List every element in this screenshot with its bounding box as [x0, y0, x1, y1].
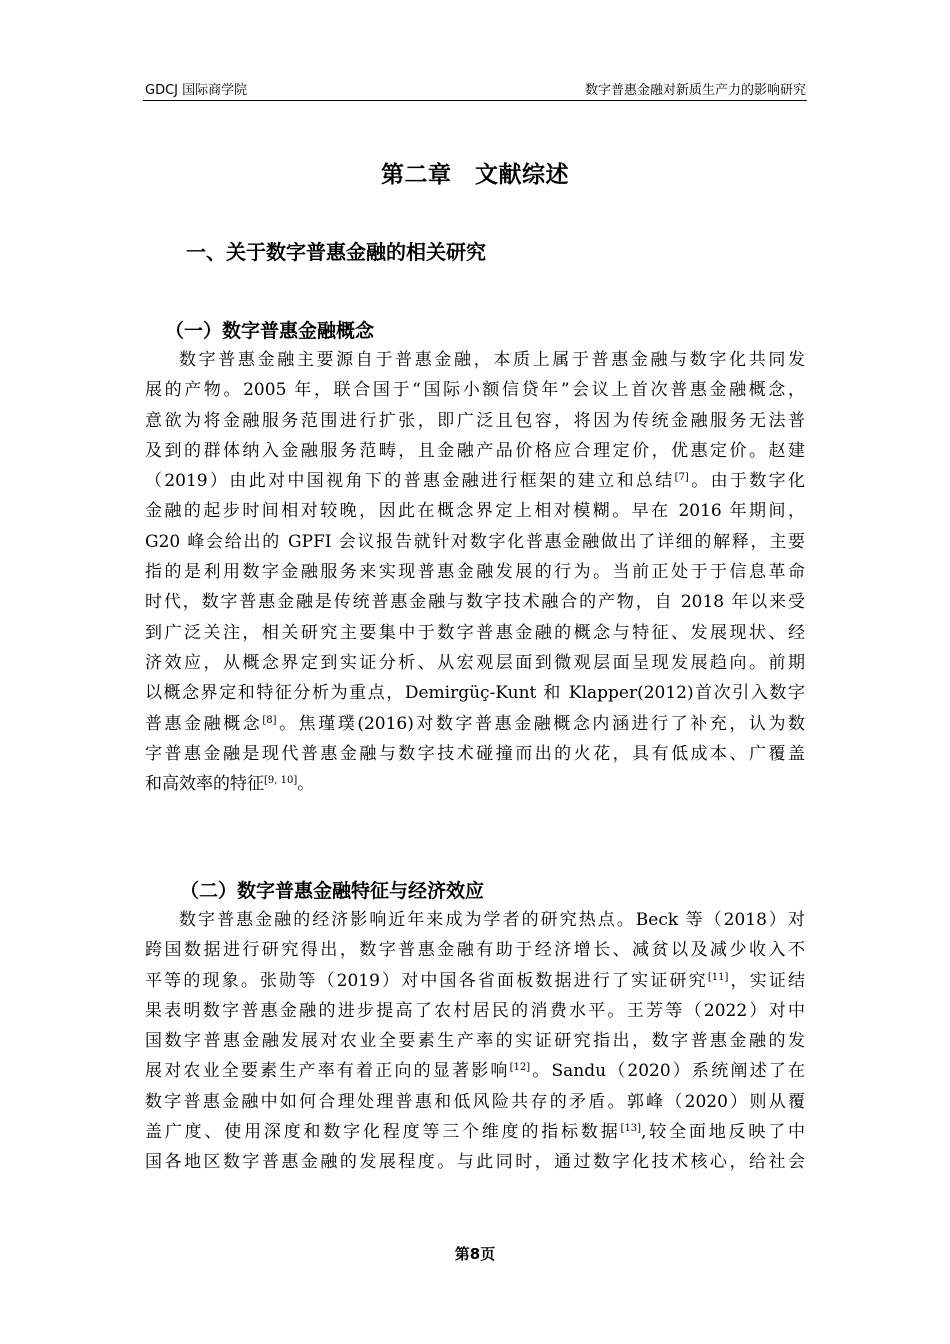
- section-title: 一、关于数字普惠金融的相关研究: [186, 240, 486, 264]
- paragraph-line: 及到的群体纳入金融服务范畴，且金融产品价格应合理定价，优惠定价。赵建: [145, 440, 805, 461]
- paragraph-line: 济效应，从概念界定到实证分析、从宏观层面到微观层面呈现发展趋向。前期: [145, 652, 805, 673]
- paragraph-line: 指的是利用数字金融服务来实现普惠金融发展的行为。当前正处于于信息革命: [145, 562, 805, 583]
- paragraph-line: 国各地区数字普惠金融的发展程度。与此同时，通过数字化技术核心，给社会: [145, 1152, 805, 1173]
- paragraph-line: 数字普惠金融的经济影响近年来成为学者的研究热点。Beck 等（2018）对: [179, 910, 805, 930]
- paragraph-line: 字普惠金融是现代普惠金融与数字技术碰撞而出的火花，具有低成本、广覆盖: [145, 743, 805, 764]
- paragraph-line: 展的产物。2005 年，联合国于“国际小额信贷年”会议上首次普惠金融概念，: [145, 380, 805, 401]
- paragraph-line: 数字普惠金融主要源自于普惠金融，本质上属于普惠金融与数字化共同发: [179, 350, 805, 370]
- line-text: 平等的现象。张勋等（2019）对中国各省面板数据进行了实证研究: [145, 970, 708, 991]
- citation-ref: [13]: [620, 1123, 642, 1135]
- citation-ref: [12]: [509, 1062, 531, 1074]
- citation-ref: [9, 10]: [264, 775, 298, 787]
- line-text: ，实证结: [728, 970, 805, 991]
- paragraph-line: 果表明数字普惠金融的进步提高了农村居民的消费水平。王芳等（2022）对中: [145, 1000, 805, 1021]
- paragraph-line: 数字普惠金融中如何合理处理普惠和低风险共存的矛盾。郭峰（2020）则从覆: [145, 1091, 805, 1112]
- line-text: 。: [297, 774, 315, 795]
- page-number: 第8页: [454, 1245, 496, 1263]
- paragraph-line: [145, 966, 805, 996]
- line-text: 。焦瑾璞(2016)对数字普惠金融概念内涵进行了补充，认为数: [276, 713, 805, 734]
- line-text: 。由于数字化: [688, 471, 805, 492]
- citation-ref: [7]: [674, 472, 689, 484]
- paragraph-line: [145, 769, 805, 799]
- subsection-title-2: （二）数字普惠金融特征与经济效应: [180, 880, 485, 902]
- paragraph-line: [145, 1117, 805, 1147]
- line-text: 盖广度、使用深度和数字化程度等三个维度的指标数据: [145, 1122, 621, 1143]
- header-paper-title: 数字普惠金融对新质生产力的影响研究: [584, 83, 806, 98]
- paragraph-line: 国数字普惠金融发展对农业全要素生产率的实证研究指出，数字普惠金融的发: [145, 1031, 805, 1052]
- chapter-title: 第二章 文献综述: [381, 162, 569, 188]
- line-text: 和高效率的特征: [145, 774, 264, 795]
- paragraph-line: G20 峰会给出的 GPFI 会议报告就针对数字化普惠金融做出了详细的解释，主要: [145, 531, 805, 552]
- line-text: 展对农业全要素生产率有着正向的显著影响: [145, 1061, 510, 1082]
- paragraph-line: 到广泛关注，相关研究主要集中于数字普惠金融的概念与特征、发展现状、经: [145, 622, 805, 643]
- line-text: 。Sandu（2020）系统阐述了在: [530, 1061, 805, 1082]
- line-text: （2019）由此对中国视角下的普惠金融进行框架的建立和总结: [145, 471, 675, 492]
- paragraph-2: [145, 905, 805, 1178]
- paragraph-line: 金融的起步时间相对较晚，因此在概念界定上相对模糊。早在 2016 年期间，: [145, 501, 805, 522]
- paragraph-line: 跨国数据进行研究得出，数字普惠金融有助于经济增长、减贫以及减少收入不: [145, 940, 805, 961]
- paragraph-line: [145, 709, 805, 739]
- paragraph-1: [145, 345, 805, 799]
- citation-ref: [8]: [262, 714, 277, 726]
- line-text: ,较全面地反映了中: [641, 1122, 805, 1143]
- header-institution: GDCJ 国际商学院: [145, 83, 248, 98]
- subsection-title-1: （一）数字普惠金融概念: [165, 320, 375, 342]
- paragraph-line: [145, 466, 805, 496]
- paragraph-line: 时代，数字普惠金融是传统普惠金融与数字技术融合的产物，自 2018 年以来受: [145, 592, 805, 613]
- citation-ref: [11]: [707, 971, 729, 983]
- paragraph-line: 意欲为将金融服务范围进行扩张，即广泛且包容，将因为传统金融服务无法普: [145, 410, 805, 431]
- header-divider: [143, 100, 807, 101]
- paragraph-line: [145, 1056, 805, 1086]
- line-text: 普惠金融概念: [145, 713, 263, 734]
- paragraph-line: 以概念界定和特征分析为重点，Demirgüç-Kunt 和 Klapper(2012)首次引入数字: [145, 683, 805, 704]
